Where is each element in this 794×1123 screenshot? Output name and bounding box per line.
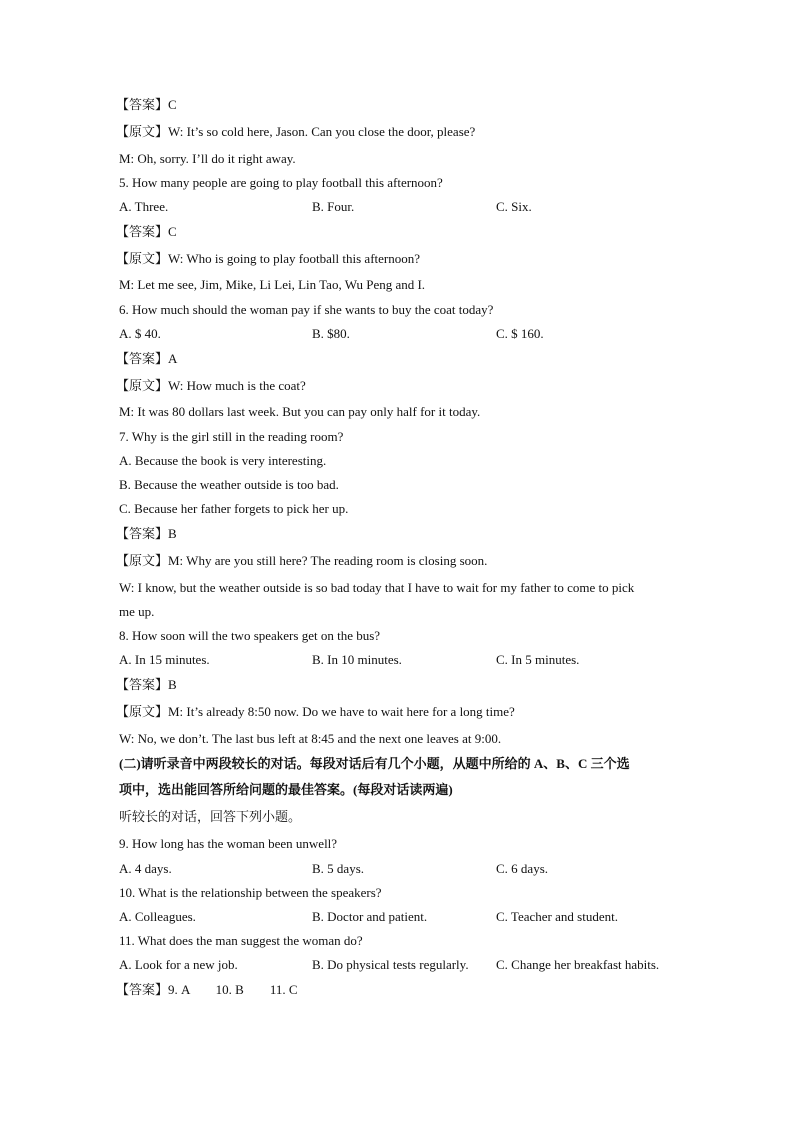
- answer-line: 【答案】B: [116, 526, 177, 541]
- transcript-line: me up.: [119, 604, 155, 619]
- transcript-line: 【原文】W: It’s so cold here, Jason. Can you close the door, please?: [116, 124, 476, 139]
- option-b: B. $80.: [312, 326, 350, 341]
- option-b: B. 5 days.: [312, 861, 364, 876]
- option-c: C. 6 days.: [496, 861, 548, 876]
- transcript-line: W: I know, but the weather outside is so bad today that I have to wait for my father to come to pick: [119, 580, 635, 595]
- option-b: B. Because the weather outside is too bad.: [119, 477, 339, 492]
- question-8: 8. How soon will the two speakers get on the bus?: [119, 628, 381, 643]
- option-c: C. $ 160.: [496, 326, 544, 341]
- option-c: C. Six.: [496, 199, 532, 214]
- answer-line: 【答案】B: [116, 677, 177, 692]
- sub-instruction: 听较长的对话，回答下列小题。: [119, 809, 302, 824]
- section-instruction: 项中，选出能回答所给问题的最佳答案。(每段对话读两遍): [119, 782, 453, 797]
- question-7: 7. Why is the girl still in the reading room?: [119, 429, 344, 444]
- option-c: C. Change her breakfast habits.: [496, 957, 660, 972]
- answer-line: 【答案】C: [116, 224, 177, 239]
- transcript-line: 【原文】M: Why are you still here? The reading room is closing soon.: [116, 553, 488, 568]
- transcript-line: M: Let me see, Jim, Mike, Li Lei, Lin Tao, Wu Peng and I.: [119, 277, 426, 292]
- option-c: C. In 5 minutes.: [496, 652, 580, 667]
- question-6: 6. How much should the woman pay if she wants to buy the coat today?: [119, 302, 494, 317]
- option-a: A. 4 days.: [119, 861, 172, 876]
- answer-line: 【答案】9. A 10. B 11. C: [116, 982, 298, 997]
- option-a: A. Because the book is very interesting.: [119, 453, 327, 468]
- option-b: B. Doctor and patient.: [312, 909, 428, 924]
- transcript-line: M: Oh, sorry. I’ll do it right away.: [119, 151, 296, 166]
- transcript-line: 【原文】W: How much is the coat?: [116, 378, 306, 393]
- transcript-line: W: No, we don’t. The last bus left at 8:45 and the next one leaves at 9:00.: [119, 731, 502, 746]
- option-b: B. In 10 minutes.: [312, 652, 402, 667]
- question-9: 9. How long has the woman been unwell?: [119, 836, 338, 851]
- transcript-line: 【原文】W: Who is going to play football this afternoon?: [116, 251, 421, 266]
- question-10: 10. What is the relationship between the speakers?: [119, 885, 382, 900]
- answer-line: 【答案】C: [116, 97, 177, 112]
- option-a: A. Colleagues.: [119, 909, 196, 924]
- transcript-line: M: It was 80 dollars last week. But you can pay only half for it today.: [119, 404, 481, 419]
- option-a: A. In 15 minutes.: [119, 652, 210, 667]
- section-instruction: (二)请听录音中两段较长的对话。每段对话后有几个小题，从题中所给的 A、B、C 三个选: [119, 756, 630, 771]
- option-a: A. Three.: [119, 199, 169, 214]
- question-11: 11. What does the man suggest the woman do?: [119, 933, 363, 948]
- option-b: B. Do physical tests regularly.: [312, 957, 469, 972]
- option-c: C. Because her father forgets to pick her up.: [119, 501, 349, 516]
- transcript-line: 【原文】M: It’s already 8:50 now. Do we have to wait here for a long time?: [116, 704, 515, 719]
- option-a: A. Look for a new job.: [119, 957, 238, 972]
- answer-line: 【答案】A: [116, 351, 178, 366]
- option-c: C. Teacher and student.: [496, 909, 618, 924]
- option-a: A. $ 40.: [119, 326, 161, 341]
- question-5: 5. How many people are going to play football this afternoon?: [119, 175, 443, 190]
- option-b: B. Four.: [312, 199, 355, 214]
